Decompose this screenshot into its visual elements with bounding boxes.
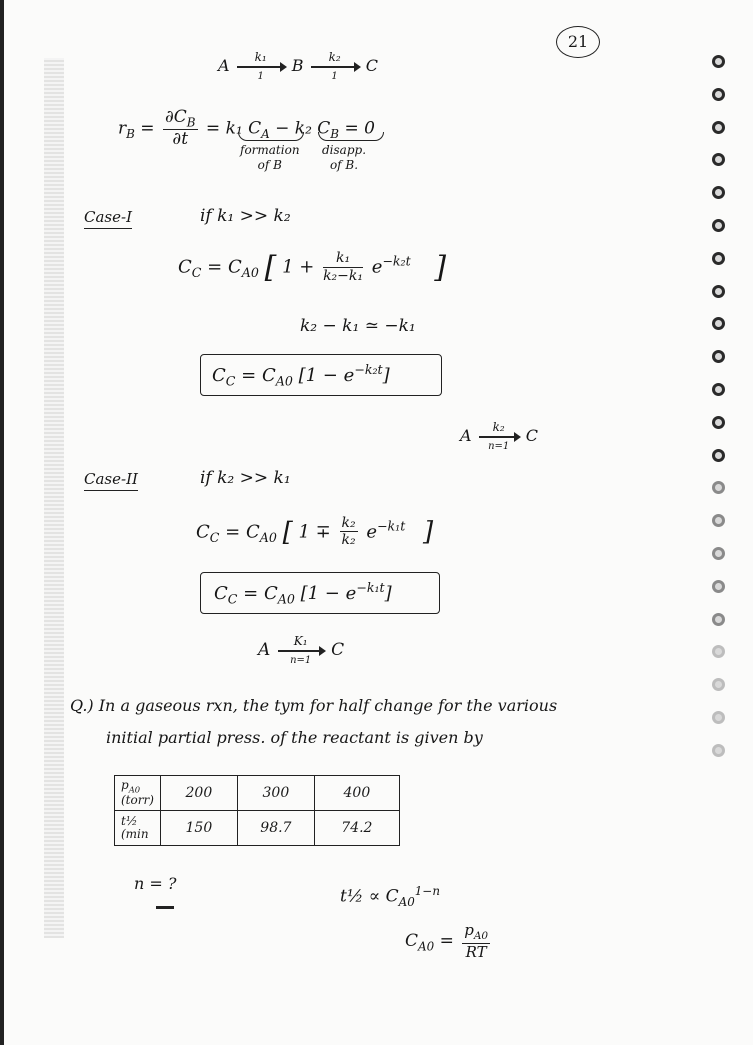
conc-symbol: C xyxy=(212,365,226,386)
bracket-close: ] xyxy=(384,583,392,604)
fraction-numerator: k₁ xyxy=(323,251,363,267)
exponent: 1−n xyxy=(414,884,440,898)
fraction-numerator: ∂C xyxy=(164,107,187,127)
page-number: 21 xyxy=(556,26,600,58)
binding-ring xyxy=(712,350,725,363)
conc-symbol: C xyxy=(263,583,278,604)
fraction-denominator: k₂ xyxy=(341,532,356,549)
exponent: −k₂t xyxy=(354,362,383,377)
conc-subscript: A0 xyxy=(241,265,259,281)
disappearance-term: k₂ C xyxy=(294,118,331,139)
binding-ring xyxy=(712,121,725,134)
rate-constant-label: k₂ xyxy=(492,419,505,434)
case-1-equation xyxy=(178,250,446,285)
result-body: [1 − e xyxy=(300,583,357,604)
header-unit: (torr) xyxy=(121,793,154,808)
proportionality-text: t½ ∝ C xyxy=(340,886,399,907)
equals-sign: = xyxy=(225,521,241,543)
label-line: of B xyxy=(257,158,282,172)
binding-ring xyxy=(712,285,725,298)
question-line-2: initial partial press. of the reactant is given by xyxy=(106,728,483,747)
case-2-condition: if k₂ >> k₁ xyxy=(200,468,291,488)
rate-constant-label: k₂ xyxy=(328,49,341,64)
dash-mark xyxy=(156,906,174,909)
fraction-numerator: p xyxy=(464,921,474,939)
binding-rings xyxy=(712,55,732,777)
bracket-close: ] xyxy=(382,365,390,386)
arrow-icon xyxy=(479,419,519,452)
conc-symbol: C xyxy=(214,583,228,604)
bracket-close: ] xyxy=(434,250,447,285)
case-1-approximation: k₂ − k₁ ≃ −k₁ xyxy=(300,316,416,336)
rate-symbol: r xyxy=(118,118,127,139)
binding-ring xyxy=(712,317,725,330)
equals-sign: = xyxy=(207,256,223,278)
conc-symbol: C xyxy=(178,256,192,278)
exponent: −k₂t xyxy=(382,253,411,269)
fraction-denominator: k₂−k₁ xyxy=(323,267,363,284)
result-body: [1 − e xyxy=(298,365,355,386)
equals-sign: = xyxy=(439,930,454,951)
one-plus: 1 + xyxy=(282,256,315,278)
equals-sign: = xyxy=(140,118,155,139)
fraction-denominator: RT xyxy=(465,942,487,961)
label-line: disapp. xyxy=(322,143,367,157)
case-1-condition: if k₁ >> k₂ xyxy=(200,206,291,226)
order-question: n = ? xyxy=(134,874,177,893)
ratio-fraction xyxy=(323,251,363,283)
conc-subscript: C xyxy=(227,591,238,607)
exp-base: e xyxy=(371,256,383,278)
label-line: formation xyxy=(240,143,300,157)
table-row xyxy=(115,811,400,846)
header-unit: (min xyxy=(121,827,149,841)
scan-left-shadow xyxy=(44,58,64,938)
binding-ring xyxy=(712,678,725,691)
question-line-1: Q.) In a gaseous rxn, the tym for half change for the various xyxy=(70,696,558,715)
binding-ring xyxy=(712,88,725,101)
bracket-close: ] xyxy=(423,517,434,548)
conc-subscript: A0 xyxy=(398,895,415,910)
species-c: C xyxy=(365,56,378,75)
conc-symbol: C xyxy=(196,521,210,543)
conc-subscript: C xyxy=(225,373,236,389)
species-c: C xyxy=(525,426,538,445)
species-c: C xyxy=(331,640,345,660)
numerator-subscript: A0 xyxy=(473,930,489,942)
case-2-title: Case-II xyxy=(84,470,138,491)
binding-ring xyxy=(712,481,725,494)
binding-ring xyxy=(712,580,725,593)
conc-subscript: A0 xyxy=(418,939,435,954)
scan-left-edge xyxy=(0,0,4,1045)
equals-sign: = xyxy=(243,583,259,604)
table-cell: 98.7 xyxy=(237,811,314,846)
ideal-gas-fraction xyxy=(462,922,490,961)
conc-symbol: C xyxy=(405,930,419,951)
binding-ring xyxy=(712,55,725,68)
header-subscript: A0 xyxy=(128,783,141,794)
table-cell: 150 xyxy=(160,811,237,846)
rate-constant-label: K₁ xyxy=(293,633,308,648)
bracket-open: [ xyxy=(264,250,277,285)
binding-ring xyxy=(712,449,725,462)
bracket-open: [ xyxy=(282,517,293,548)
table-cell: 74.2 xyxy=(314,811,399,846)
numerator-subscript: B xyxy=(186,115,196,130)
disappearance-label xyxy=(322,143,366,173)
table-cell: 300 xyxy=(237,776,314,811)
arrow-icon xyxy=(278,633,324,666)
binding-ring xyxy=(712,514,725,527)
half-life-table xyxy=(114,775,400,846)
arrow-icon xyxy=(311,49,359,82)
binding-ring xyxy=(712,613,725,626)
fraction-numerator: k₂ xyxy=(341,515,356,531)
exp-base: e xyxy=(366,521,377,543)
binding-ring xyxy=(712,547,725,560)
arrow-icon xyxy=(237,49,285,82)
species-a: A xyxy=(218,56,230,75)
derivative-fraction xyxy=(163,108,198,150)
conc-subscript: C xyxy=(209,529,220,545)
pressure-header xyxy=(115,776,161,811)
case-2-result xyxy=(214,580,392,607)
rate-constant-label: k₁ xyxy=(254,49,267,64)
binding-ring xyxy=(712,252,725,265)
header-text: p xyxy=(121,777,129,792)
initial-concentration-equation xyxy=(405,922,493,961)
formation-label xyxy=(240,143,300,173)
table-cell: 400 xyxy=(314,776,399,811)
conc-subscript: A0 xyxy=(259,529,277,545)
exponent: −k₁t xyxy=(356,580,385,595)
table-cell: 200 xyxy=(160,776,237,811)
conc-subscript: A0 xyxy=(277,591,295,607)
conc-symbol: C xyxy=(245,521,260,543)
case-1-side-reaction xyxy=(460,419,538,452)
term-subscript: B xyxy=(330,126,340,141)
case-2-equation xyxy=(196,516,433,548)
term-subscript: A xyxy=(261,126,270,141)
equals-sign: = xyxy=(241,365,257,386)
one-minus-plus: 1 ∓ xyxy=(298,521,331,543)
binding-ring xyxy=(712,153,725,166)
conc-symbol: C xyxy=(227,256,242,278)
case-1-result xyxy=(212,362,390,389)
order-label: n=1 xyxy=(488,440,510,452)
rate-subscript: B xyxy=(126,126,135,141)
underbrace-disappearance xyxy=(318,132,384,141)
order-label: 1 xyxy=(331,70,338,82)
species-b: B xyxy=(291,56,304,75)
conc-subscript: A0 xyxy=(275,373,293,389)
binding-ring xyxy=(712,383,725,396)
species-a: A xyxy=(258,640,271,660)
conc-subscript: C xyxy=(191,265,202,281)
case-1-title: Case-I xyxy=(84,208,132,229)
ratio-fraction xyxy=(340,516,358,548)
label-line: of B. xyxy=(329,158,359,172)
formation-term: k₁ C xyxy=(225,118,262,139)
reaction-scheme xyxy=(218,49,378,82)
binding-ring xyxy=(712,219,725,232)
binding-ring xyxy=(712,711,725,724)
binding-ring xyxy=(712,645,725,658)
fraction-denominator: ∂t xyxy=(172,129,189,150)
half-life-proportionality xyxy=(340,884,440,909)
minus-sign: − xyxy=(275,118,290,139)
order-label: n=1 xyxy=(290,654,312,666)
header-text: t½ xyxy=(121,813,138,828)
underbrace-formation xyxy=(238,132,304,141)
case-2-side-reaction xyxy=(258,633,345,666)
binding-ring xyxy=(712,744,725,757)
table-row xyxy=(115,776,400,811)
exponent: −k₁t xyxy=(377,518,406,534)
species-a: A xyxy=(460,426,472,445)
order-label: 1 xyxy=(257,70,264,82)
equals-zero: = 0 xyxy=(344,118,375,139)
conc-symbol: C xyxy=(261,365,276,386)
equals-sign: = xyxy=(205,118,221,139)
binding-ring xyxy=(712,186,725,199)
binding-ring xyxy=(712,416,725,429)
half-life-header xyxy=(115,811,161,846)
